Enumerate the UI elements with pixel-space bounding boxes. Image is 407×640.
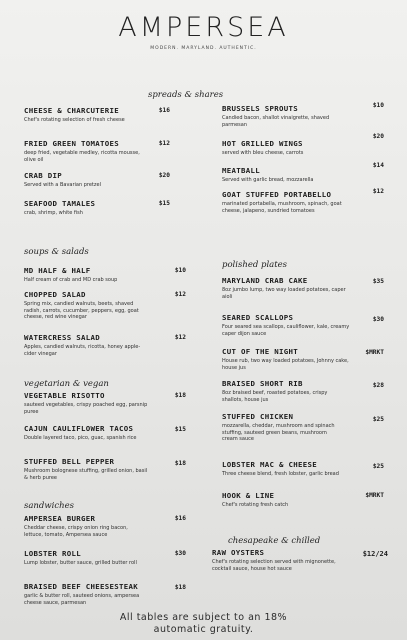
item-name: MEATBALL (222, 166, 260, 175)
item-description: Chef's rotating fresh catch (222, 502, 289, 508)
item-name: CHOPPED SALAD (24, 290, 86, 299)
gratuity-line-1: All tables are subject to an 18% (119, 612, 288, 623)
menu-item (222, 491, 347, 509)
item-description: Cheddar cheese, crispy onion ring bacon, lettuce, tomato, Ampersea sauce (24, 525, 128, 538)
item-price: $MRKT (365, 349, 384, 356)
item-name: LOBSTER ROLL (24, 549, 81, 558)
item-description: Served with a Bavarian pretzel (24, 182, 101, 188)
item-description: Four seared sea scallops, cauliflower, kale, creamy caper dijon sauce (222, 324, 350, 337)
menu-item (24, 457, 149, 481)
item-description: deep fried, vegetable medley, ricotta mousse, olive oil (24, 150, 140, 163)
item-description: Lump lobster, butter sauce, grilled butter roll (24, 560, 137, 566)
menu-item (222, 412, 344, 443)
item-description: House rub, two way loaded potatoes, Johnny cake, house jus (222, 358, 349, 371)
menu-item (24, 424, 154, 442)
item-name: BRAISED BEEF CHEESESTEAK (24, 582, 138, 591)
item-price: $28 (372, 382, 384, 389)
item-price: $12/24 (362, 550, 388, 558)
item-price: $10 (372, 102, 384, 109)
item-price: $15 (158, 200, 170, 207)
item-price: $35 (372, 278, 384, 285)
item-price: $12 (174, 291, 186, 298)
item-name: VEGETABLE RISOTTO (24, 391, 105, 400)
menu-item (24, 333, 149, 357)
item-name: CAJUN CAULIFLOWER TACOS (24, 424, 134, 433)
item-price: $16 (174, 515, 186, 522)
menu-item (222, 190, 360, 214)
item-price: $30 (372, 316, 384, 323)
item-price: $10 (174, 267, 186, 274)
menu-item (222, 460, 347, 478)
item-name: CUT OF THE NIGHT (222, 347, 298, 356)
menu-item (24, 139, 149, 163)
item-price: $12 (372, 188, 384, 195)
item-name: HOOK & LINE (222, 491, 275, 500)
item-name: WATERCRESS SALAD (24, 333, 100, 342)
item-description: marinated portabella, mushroom, spinach, goat cheese, jalapeno, sundried tomatoes (222, 201, 342, 214)
item-name: STUFFED BELL PEPPER (24, 457, 115, 466)
menu-item (24, 171, 149, 189)
item-price: $14 (372, 162, 384, 169)
item-price: $16 (158, 107, 170, 114)
menu-item (24, 106, 152, 124)
item-name: SEARED SCALLOPS (222, 313, 294, 322)
menu-item (222, 104, 352, 128)
section-soups-salads: soups & salads (24, 247, 89, 257)
item-price: $15 (174, 426, 186, 433)
item-description: Spring mix, candied walnuts, beets, shaved radish, carrots, cucumber, peppers, egg, goat cheese, red wine vinegar (24, 301, 139, 321)
item-price: $20 (158, 172, 170, 179)
menu-item (222, 313, 350, 337)
item-name: STUFFED CHICKEN (222, 412, 294, 421)
item-name: MD HALF & HALF (24, 266, 91, 275)
item-price: $12 (174, 334, 186, 341)
tagline: MODERN. MARYLAND. AUTHENTIC. (150, 46, 257, 51)
item-price: $18 (174, 460, 186, 467)
item-description: crab, shrimp, white fish (24, 210, 83, 216)
menu-item (222, 379, 344, 403)
item-description: 8oz braised beef, roasted potatoes, crispy shallots, house jus (222, 390, 328, 403)
menu-item (222, 166, 352, 184)
item-price: $18 (174, 392, 186, 399)
item-description: Served with garlic bread, mozzarella (222, 177, 314, 183)
item-description: sauteed vegetables, crispy poached egg, parsnip puree (24, 402, 148, 415)
menu-item (24, 199, 149, 217)
menu-item (24, 266, 149, 284)
item-price: $25 (372, 463, 384, 470)
item-name: GOAT STUFFED PORTABELLO (222, 190, 332, 199)
item-name: AMPERSEA BURGER (24, 514, 96, 523)
item-name: BRUSSELS SPROUTS (222, 104, 298, 113)
menu-item (24, 582, 154, 606)
item-price: $12 (158, 140, 170, 147)
item-description: Candied bacon, shallot vinaigrette, shaved parmesan (222, 115, 330, 128)
item-description: Double layered taco, pico, guac, spanish rice (24, 435, 137, 441)
item-description: Three cheese blend, fresh lobster, garlic bread (222, 471, 339, 477)
gratuity-notice (0, 612, 407, 636)
section-sandwiches: sandwiches (24, 501, 74, 511)
item-price: $30 (174, 550, 186, 557)
item-price: $20 (372, 133, 384, 140)
menu-item (222, 139, 352, 157)
item-name: CRAB DIP (24, 171, 62, 180)
item-name: LOBSTER MAC & CHEESE (222, 460, 317, 469)
menu-item (222, 276, 347, 300)
section-vegetarian-vegan: vegetarian & vegan (24, 379, 109, 389)
item-price: $18 (174, 584, 186, 591)
item-description: served with bleu cheese, carrots (222, 150, 304, 156)
menu-item (24, 391, 149, 415)
menu-item (24, 514, 139, 538)
item-name: CHEESE & CHARCUTERIE (24, 106, 119, 115)
menu-item (212, 548, 342, 572)
item-description: Chef's rotating selection of fresh cheese (24, 117, 125, 123)
item-price: $MRKT (365, 492, 384, 499)
item-description: Apples, candied walnuts, ricotta, honey apple-cider vinegar (24, 344, 141, 357)
section-spreads-shares: spreads & shares (148, 90, 224, 100)
item-description: mozzarella, cheddar, mushroom and spinach stuffing, sauteed green beans, mushroom cream sauce (222, 423, 335, 443)
item-description: 8oz jumbo lump, two way loaded potatoes, caper aioli (222, 287, 346, 300)
item-name: SEAFOOD TAMALES (24, 199, 96, 208)
item-price: $25 (372, 416, 384, 423)
menu-item (24, 290, 139, 321)
menu-item (24, 549, 149, 567)
item-description: Mushroom bolognese stuffing, grilled onion, basil & herb puree (24, 468, 148, 481)
item-description: garlic & butter roll, sauteed onions, ampersea cheese sauce, parmesan (24, 593, 140, 606)
item-name: FRIED GREEN TOMATOES (24, 139, 119, 148)
item-name: BRAISED SHORT RIB (222, 379, 303, 388)
item-description: Chef's rotating selection served with mignonette, cocktail sauce, house hot sauce (212, 559, 336, 572)
item-name: RAW OYSTERS (212, 548, 265, 557)
ampersea-logo: AMPERSEA (118, 12, 289, 43)
menu-item (222, 347, 350, 371)
section-chesapeake-chilled: chesapeake & chilled (228, 536, 321, 546)
gratuity-line-2: automatic gratuity. (153, 624, 254, 635)
item-name: MARYLAND CRAB CAKE (222, 276, 308, 285)
item-description: Half cream of crab and MD crab soup (24, 277, 118, 283)
section-polished-plates: polished plates (222, 260, 288, 270)
item-name: HOT GRILLED WINGS (222, 139, 303, 148)
